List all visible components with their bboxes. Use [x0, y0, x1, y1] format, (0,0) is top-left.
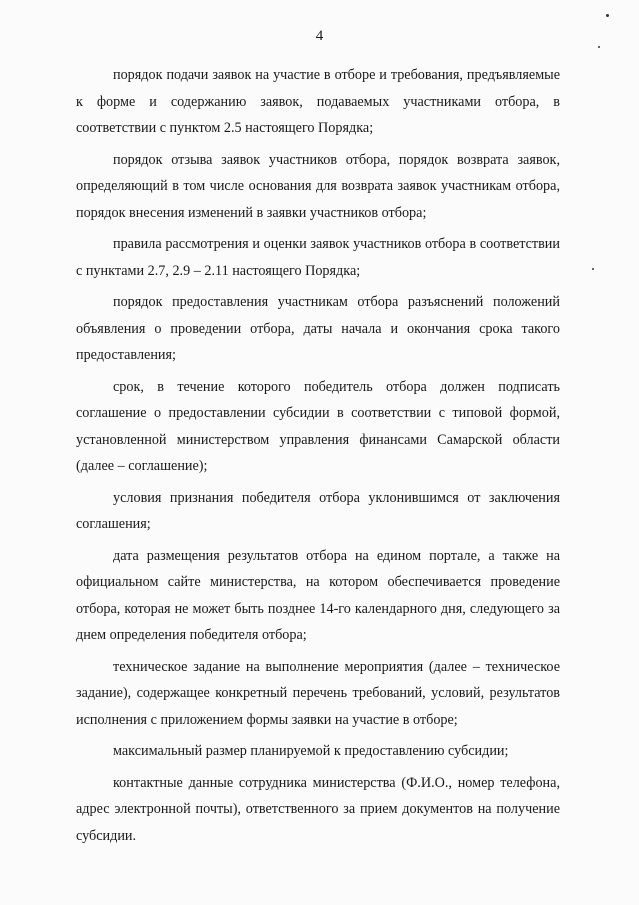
- paragraph-technical-specification: техническое задание на выполнение мероприятия (далее – техническое задание), содержащее конкретный перечень требований, условий, результатов исполнения с приложением формы заявки на участие в отборе;: [76, 658, 560, 728]
- paragraph-evasion-conditions: условия признания победителя отбора уклонившимся от заключения соглашения;: [76, 489, 560, 532]
- paragraph-application-submission: порядок подачи заявок на участие в отборе и требования, предъявляемые к форме и содержанию заявок, подаваемых участниками отбора, в соответствии с пунктом 2.5 настоящего Порядка;: [76, 67, 560, 136]
- paragraph-max-subsidy: максимальный размер планируемой к предоставлению субсидии;: [113, 743, 509, 759]
- page-number: 4: [315, 28, 324, 44]
- paragraph-review-rules: правила рассмотрения и оценки заявок участников отбора в соответствии с пунктами 2.7, 2.9 – 2.11 настоящего Порядка;: [76, 236, 560, 279]
- paragraph-application-withdrawal: порядок отзыва заявок участников отбора, порядок возврата заявок, определяющий в том числе основания для возврата заявок участникам отбора, порядок внесения изменений в заявки участников отбора;: [76, 151, 560, 221]
- document-body: [76, 62, 560, 854]
- scan-speck: [598, 46, 600, 48]
- scan-speck: [592, 268, 594, 270]
- paragraph-results-publication: дата размещения результатов отбора на едином портале, а также на официальном сайте министерства, на котором обеспечивается проведение отбора, которая не может быть позднее 14-го календарного дня, следующего за днем определения победителя отбора;: [76, 547, 560, 643]
- scan-speck: [606, 14, 609, 17]
- paragraph-clarifications: порядок предоставления участникам отбора разъяснений положений объявления о проведении отбора, даты начала и окончания срока такого предоставления;: [76, 294, 560, 363]
- paragraph-contact-details: контактные данные сотрудника министерства (Ф.И.О., номер телефона, адрес электронной почты), ответственного за прием документов на получение субсидии.: [76, 774, 560, 844]
- paragraph-agreement-deadline: срок, в течение которого победитель отбора должен подписать соглашение о предоставлении субсидии в соответствии с типовой формой, установленной министерством управления финансами Самарской области (далее – соглашение);: [76, 378, 560, 474]
